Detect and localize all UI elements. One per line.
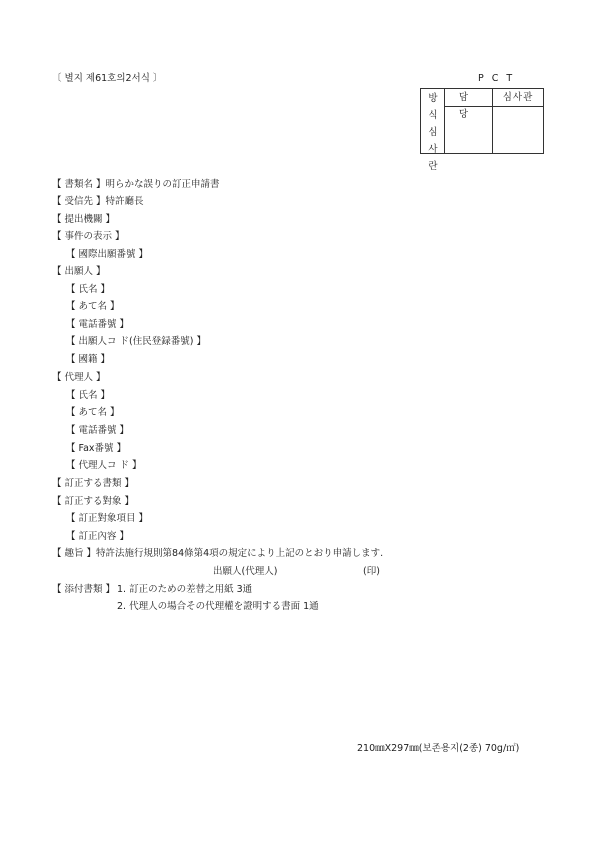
pct-label: PCT bbox=[478, 73, 521, 84]
field-agent-name: 【 氏名 】 bbox=[66, 390, 111, 401]
field-applicant-phone: 【 電話番號 】 bbox=[66, 319, 130, 330]
field-applicant-nationality: 【 國籍 】 bbox=[66, 354, 111, 365]
field-agent-code: 【 代理人コ ド 】 bbox=[66, 460, 142, 471]
form-reference: 〔 별지 제61호의2서식 〕 bbox=[52, 73, 163, 84]
field-document-to-correct: 【 訂正する書類 】 bbox=[52, 478, 135, 489]
field-correction-content: 【 訂正內容 】 bbox=[66, 531, 130, 542]
field-agent-fax: 【 Fax番號 】 bbox=[66, 443, 127, 454]
field-purpose: 【 趣旨 】特許法施行規則第84條第4項の規定により上記のとおり申請します. bbox=[52, 548, 384, 559]
field-applicant-code: 【 出願人コ ド(住民登録番號) 】 bbox=[66, 336, 206, 347]
field-agent: 【 代理人 】 bbox=[52, 372, 106, 383]
exam-box-col-examiner-header: 심사관 bbox=[493, 89, 543, 107]
exam-box-label-char: 심 bbox=[428, 127, 438, 138]
exam-box-label-char: 사 bbox=[428, 144, 438, 155]
field-applicant-name: 【 氏名 】 bbox=[66, 284, 111, 295]
field-applicant: 【 出願人 】 bbox=[52, 266, 106, 277]
exam-box-label-char: 란 bbox=[428, 161, 438, 172]
field-correction-item: 【 訂正對象項目 】 bbox=[66, 513, 149, 524]
exam-box-label-char: 식 bbox=[428, 110, 438, 121]
attachments-label: 【 添付書類 】 bbox=[52, 584, 116, 595]
field-agent-address: 【 あて名 】 bbox=[66, 407, 120, 418]
field-subject-to-correct: 【 訂正する對象 】 bbox=[52, 496, 135, 507]
field-recipient: 【 受信先 】特許廳長 bbox=[52, 196, 144, 207]
exam-box-vertical-label bbox=[421, 89, 445, 172]
exam-box-label-char: 방 bbox=[428, 93, 438, 104]
field-submitting-office: 【 提出機關 】 bbox=[52, 214, 116, 225]
seal-mark: (印) bbox=[363, 566, 380, 577]
field-document-name: 【 書類名 】明らかな誤りの訂正申請書 bbox=[52, 179, 220, 190]
paper-specification: 210㎜X297㎜(보존용지(2종) 70g/㎡) bbox=[357, 743, 520, 754]
attachment-item-1: 1. 訂正のための差替之用紙 3通 bbox=[117, 584, 253, 595]
field-applicant-address: 【 あて名 】 bbox=[66, 301, 120, 312]
field-case-indication: 【 事件の表示 】 bbox=[52, 231, 125, 242]
field-agent-phone: 【 電話番號 】 bbox=[66, 425, 130, 436]
exam-box-col-examiner bbox=[493, 89, 543, 153]
exam-box-col-officer-header: 담 당 bbox=[445, 89, 492, 107]
field-international-application-number: 【 國際出願番號 】 bbox=[66, 249, 149, 260]
exam-box-col-officer bbox=[445, 89, 493, 153]
applicant-signature-label: 出願人(代理人) bbox=[213, 566, 278, 577]
examination-box bbox=[420, 88, 544, 172]
attachment-item-2: 2. 代理人の場合その代理權を證明する書面 1通 bbox=[117, 601, 319, 612]
